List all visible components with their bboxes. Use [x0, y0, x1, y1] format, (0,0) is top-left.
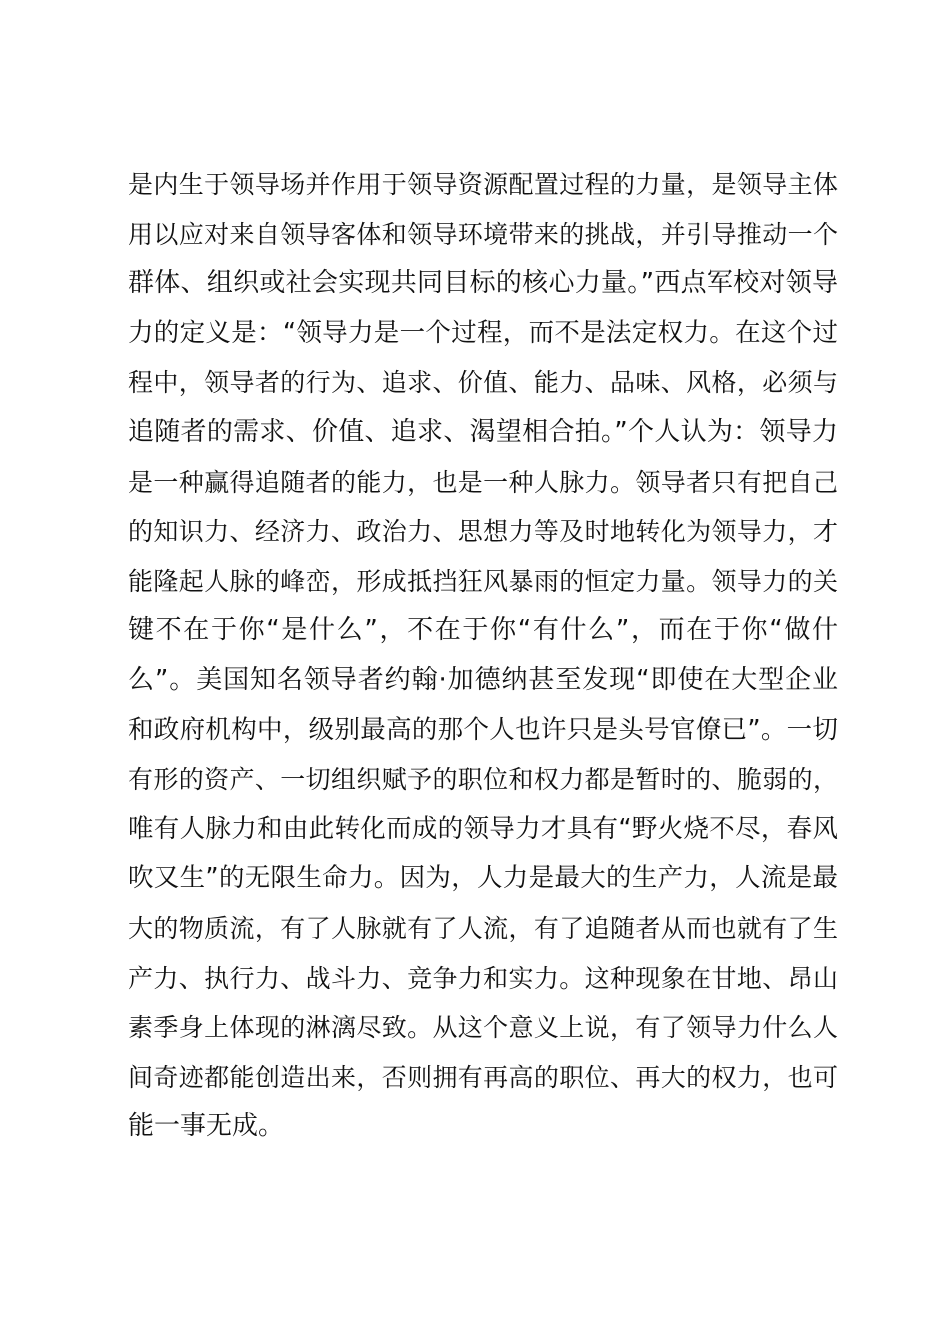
text-line: 么”。美国知名领导者约翰·加德纳甚至发现“即使在大型企业	[128, 664, 838, 695]
text-line: 大的物质流，有了人脉就有了人流，有了追随者从而也就有了生	[128, 913, 838, 943]
text-line: 是一种赢得追随者的能力，也是一种人脉力。领导者只有把自己	[128, 467, 838, 497]
text-line: 产力、执行力、战斗力、竞争力和实力。这种现象在甘地、昂山	[128, 963, 838, 993]
text-line: 间奇迹都能创造出来，否则拥有再高的职位、再大的权力，也可	[128, 1062, 838, 1092]
text-line: 唯有人脉力和由此转化而成的领导力才具有“野火烧不尽，春风	[128, 813, 838, 844]
text-line: 和政府机构中，级别最高的那个人也许只是头号官僚已”。一切	[128, 714, 838, 745]
text-line: 用以应对来自领导客体和领导环境带来的挑战，并引导推动一个	[128, 219, 838, 249]
text-line: 追随者的需求、价值、追求、渴望相合拍。”个人认为：领导力	[128, 416, 838, 447]
text-line: 的知识力、经济力、政治力、思想力等及时地转化为领导力，才	[128, 517, 838, 547]
body-paragraph	[128, 160, 838, 1152]
text-line: 有形的资产、一切组织赋予的职位和权力都是暂时的、脆弱的，	[128, 765, 838, 795]
text-line: 力的定义是：“领导力是一个过程，而不是法定权力。在这个过	[128, 317, 838, 348]
text-line: 键不在于你“是什么”，不在于你“有什么”，而在于你“做什	[128, 615, 838, 646]
text-line: 吹又生”的无限生命力。因为，人力是最大的生产力，人流是最	[128, 863, 838, 894]
text-line: 能一事无成。	[128, 1111, 285, 1142]
text-line: 是内生于领导场并作用于领导资源配置过程的力量，是领导主体	[128, 170, 838, 199]
text-line: 素季身上体现的淋漓尽致。从这个意义上说，有了领导力什么人	[128, 1013, 838, 1043]
text-line: 能隆起人脉的峰峦，形成抵挡狂风暴雨的恒定力量。领导力的关	[128, 566, 838, 596]
text-line: 程中，领导者的行为、追求、价值、能力、品味、风格，必须与	[128, 368, 838, 398]
text-line: 群体、组织或社会实现共同目标的核心力量。”西点军校对领导	[128, 268, 838, 299]
